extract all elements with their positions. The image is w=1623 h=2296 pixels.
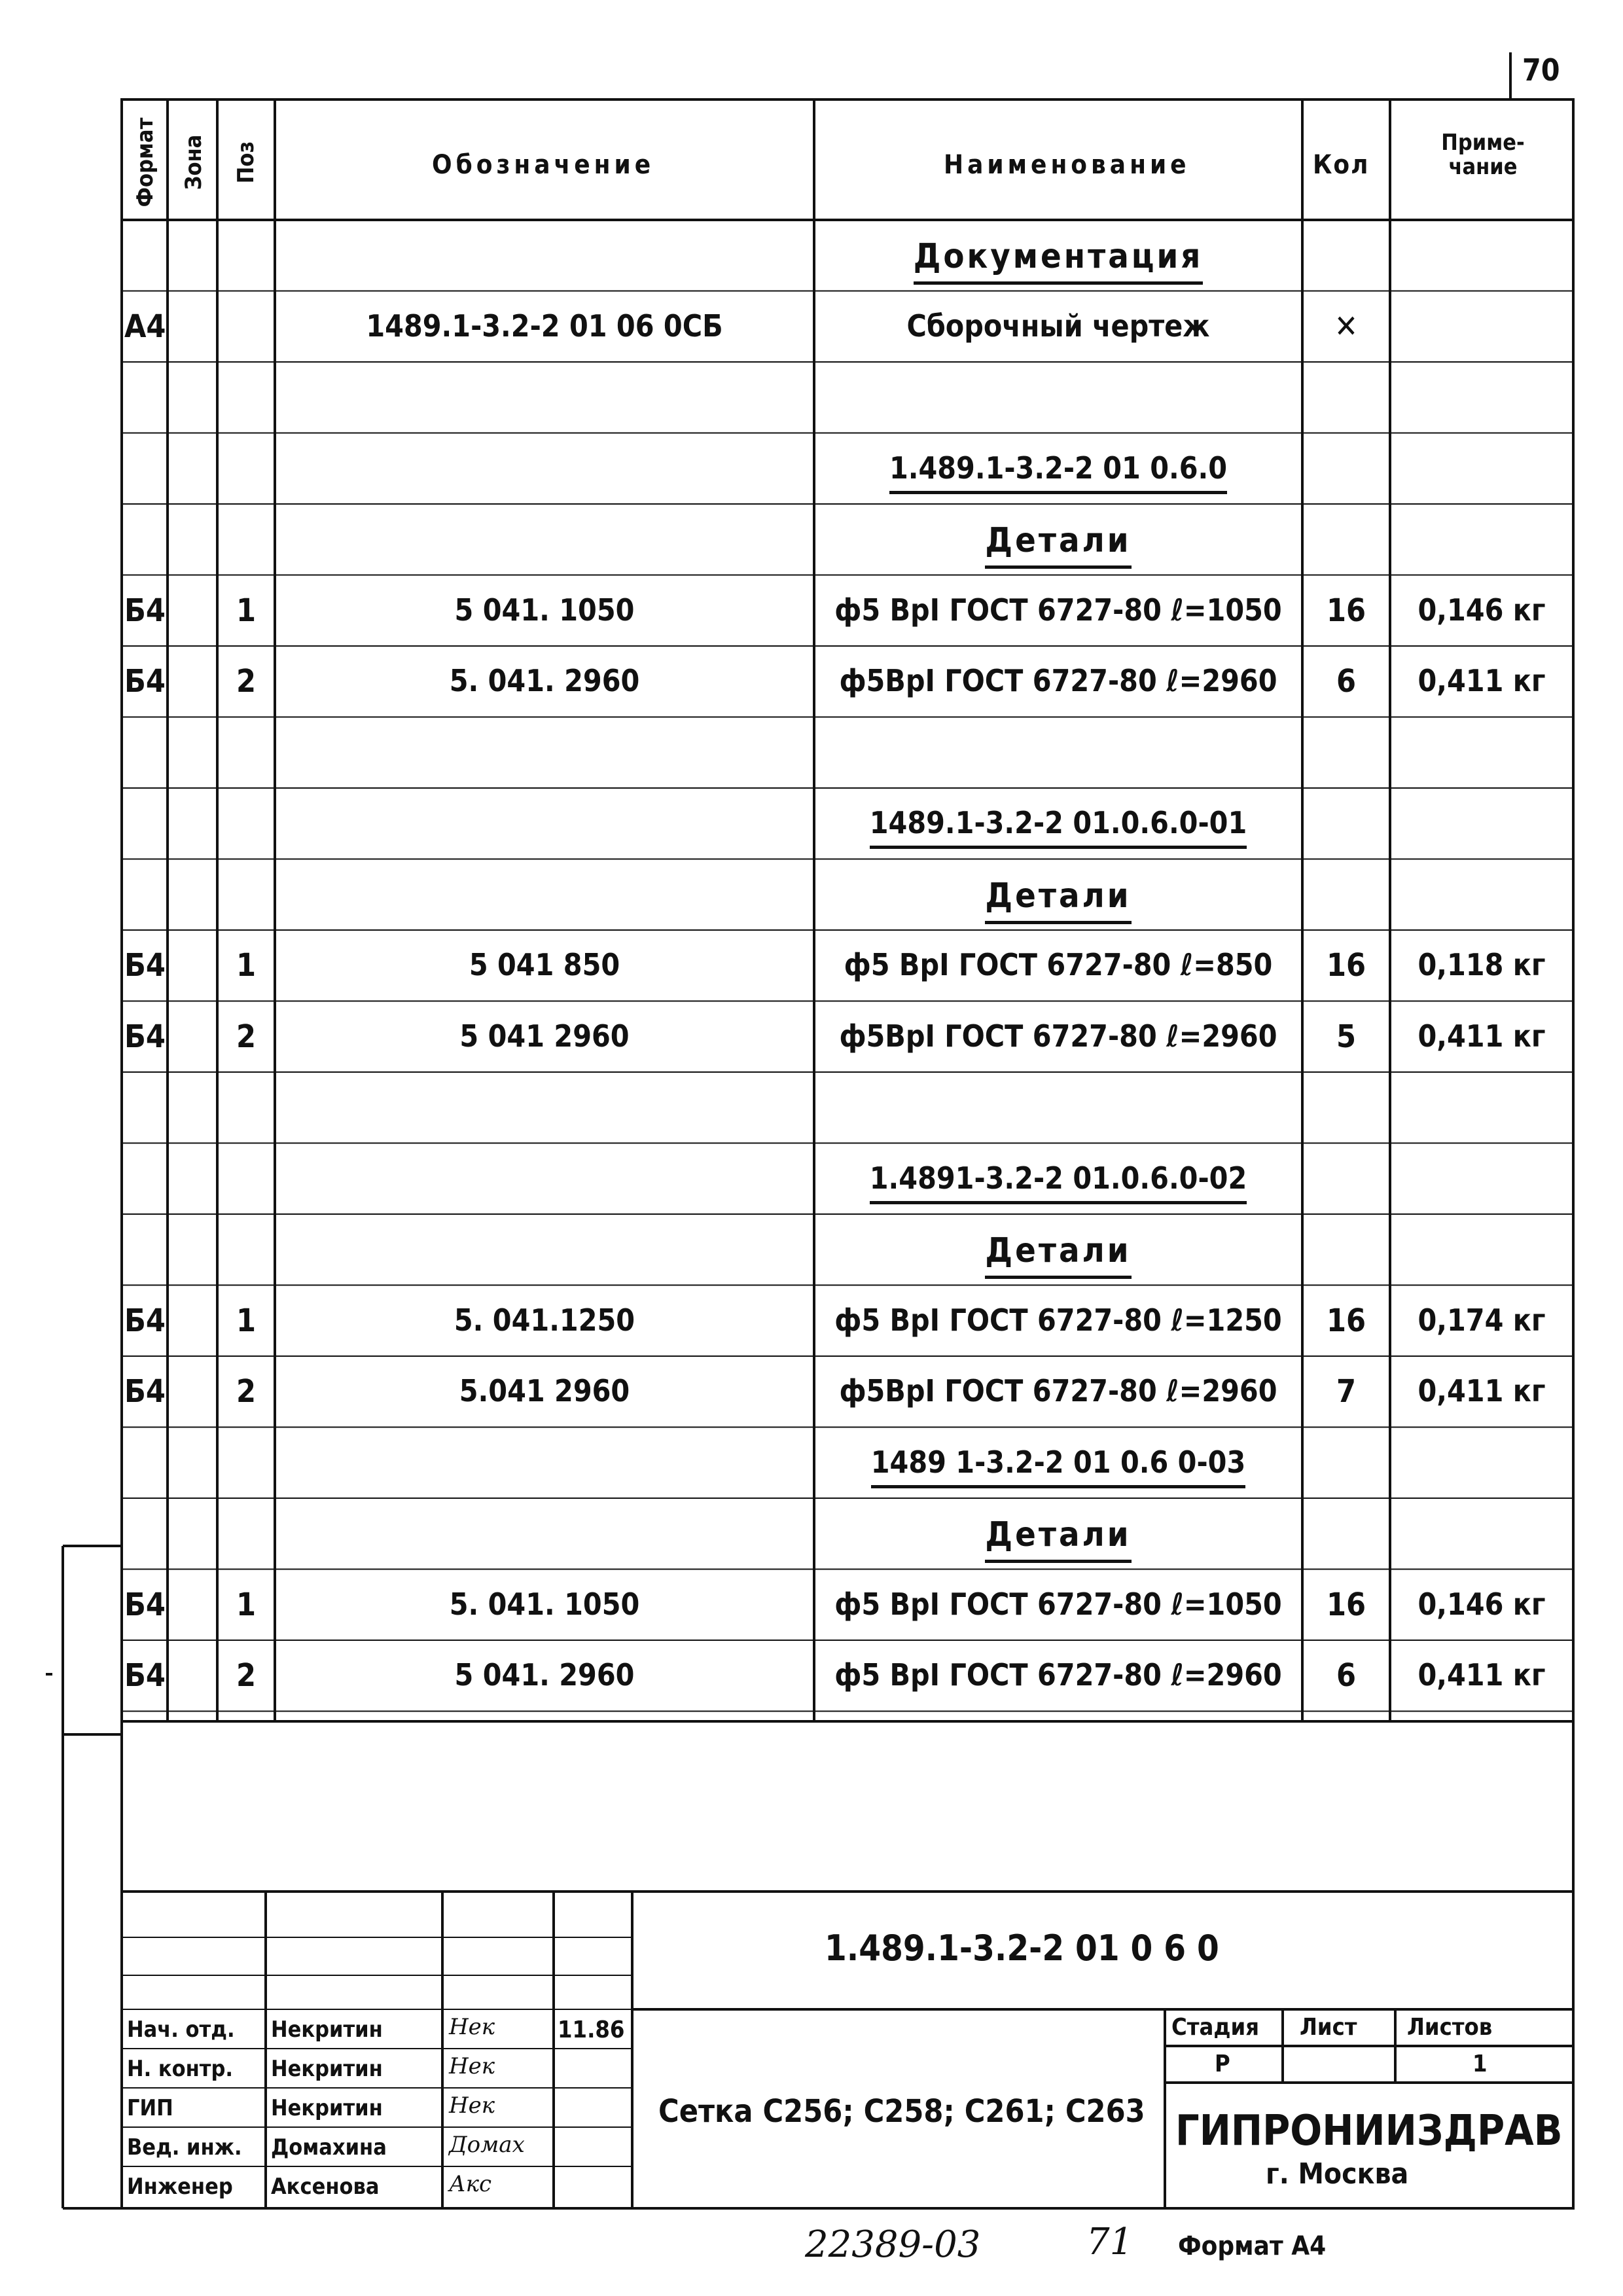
row-format: Б4	[124, 1302, 166, 1339]
col-header-format: Формат	[132, 117, 158, 207]
footer-format: Формат А4	[1178, 2231, 1327, 2261]
row-designation: 5 041 2960	[459, 1018, 630, 1054]
row-name	[814, 1515, 1302, 1554]
row-note: 0,411 кг	[1418, 1373, 1546, 1408]
row-qty: 5	[1336, 1018, 1357, 1055]
row-name: ф5ВрI ГОСТ 6727-80 ℓ=2960	[839, 663, 1277, 698]
row-format: Б4	[124, 1373, 166, 1410]
row-format: Б4	[124, 947, 166, 984]
staff-name: Домахина	[271, 2134, 387, 2161]
row-qty: 16	[1326, 1586, 1366, 1623]
row-pos: 2	[236, 1657, 257, 1694]
row-name: ф5 ВрI ГОСТ 6727-80 ℓ=850	[844, 947, 1273, 982]
stage-value: Р	[1215, 2051, 1230, 2077]
section-heading: Детали	[985, 521, 1131, 569]
section-heading: Детали	[985, 876, 1131, 924]
subsection-code: 1489.1-3.2-2 01.0.6.0-01	[870, 805, 1247, 849]
row-name: ф5 ВрI ГОСТ 6727-80 ℓ=1050	[834, 1586, 1282, 1622]
footer-page: 71	[1086, 2221, 1133, 2263]
row-name	[814, 1444, 1302, 1480]
row-qty: 16	[1326, 1302, 1366, 1339]
row-name	[814, 876, 1302, 916]
stage-label: Стадия	[1171, 2014, 1260, 2041]
staff-signature: Домах	[449, 2132, 525, 2158]
approval-date: 11.86	[558, 2017, 625, 2043]
staff-role: Вед. инж.	[127, 2134, 242, 2161]
doc-code: 1.489.1-3.2-2 01 0 6 0	[825, 1928, 1219, 1969]
row-name: ф5 ВрI ГОСТ 6727-80 ℓ=2960	[834, 1657, 1282, 1693]
col-header-note: Приме- чание	[1441, 130, 1525, 181]
row-note: 0,174 кг	[1418, 1302, 1546, 1338]
staff-signature: Нек	[449, 2092, 495, 2119]
row-name	[814, 1231, 1302, 1270]
row-designation: 5 041. 1050	[454, 592, 635, 628]
sheets-label: Листов	[1407, 2014, 1493, 2041]
row-name	[814, 450, 1302, 486]
row-designation: 5. 041.1250	[454, 1302, 635, 1338]
page-number: 70	[1522, 52, 1560, 88]
row-designation: 1489.1-3.2-2 01 06 0СБ	[366, 308, 723, 344]
col-header-pos: Поз	[233, 141, 259, 184]
row-qty: ✕	[1334, 308, 1359, 345]
row-name	[814, 805, 1302, 840]
row-designation: 5. 041. 2960	[449, 663, 640, 698]
row-qty: 6	[1336, 663, 1357, 700]
row-name: ф5ВрI ГОСТ 6727-80 ℓ=2960	[839, 1018, 1277, 1054]
row-note: 0,146 кг	[1418, 592, 1546, 628]
row-designation: 5 041 850	[469, 947, 620, 982]
row-designation: 5 041. 2960	[454, 1657, 635, 1693]
staff-signature: Акс	[449, 2171, 492, 2197]
row-name	[814, 237, 1302, 276]
row-pos: 1	[236, 592, 257, 629]
row-note: 0,411 кг	[1418, 1657, 1546, 1693]
row-pos: 2	[236, 1373, 257, 1410]
staff-name: Некритин	[271, 2056, 383, 2082]
row-pos: 1	[236, 947, 257, 984]
col-header-zone: Зона	[181, 134, 207, 190]
staff-name: Некритин	[271, 2095, 383, 2121]
staff-signature: Нек	[449, 2014, 495, 2040]
row-format: Б4	[124, 592, 166, 629]
row-pos: 2	[236, 663, 257, 700]
row-format: Б4	[124, 1657, 166, 1694]
row-qty: 16	[1326, 947, 1366, 984]
row-pos: 1	[236, 1586, 257, 1623]
col-header-qty: Кол	[1313, 150, 1370, 180]
row-note: 0,411 кг	[1418, 663, 1546, 698]
subsection-code: 1489 1-3.2-2 01 0.6 0-03	[871, 1444, 1246, 1488]
footer-number: 22389-03	[805, 2223, 981, 2266]
row-name: ф5 ВрI ГОСТ 6727-80 ℓ=1050	[834, 592, 1282, 628]
city: г. Москва	[1266, 2157, 1409, 2191]
section-heading: Детали	[985, 1231, 1131, 1279]
staff-role: Инженер	[127, 2174, 233, 2200]
row-designation: 5. 041. 1050	[449, 1586, 640, 1622]
row-format: Б4	[124, 1018, 166, 1055]
section-heading: Детали	[985, 1515, 1131, 1563]
staff-signature: Нек	[449, 2053, 495, 2079]
row-format: А4	[124, 308, 166, 345]
staff-role: Нач. отд.	[127, 2017, 235, 2043]
subsection-code: 1.4891-3.2-2 01.0.6.0-02	[870, 1160, 1247, 1204]
row-name	[814, 1160, 1302, 1196]
row-qty: 7	[1336, 1373, 1357, 1410]
staff-name: Некритин	[271, 2017, 383, 2043]
subsection-code: 1.489.1-3.2-2 01 0.6.0	[889, 450, 1227, 494]
doc-title: Сетка С256; С258; С261; С263	[658, 2093, 1145, 2130]
row-name: Сборочный чертеж	[906, 308, 1210, 344]
col-header-name: Наименование	[944, 150, 1190, 180]
staff-name: Аксенова	[271, 2174, 380, 2200]
sheet-label: Лист	[1300, 2014, 1357, 2041]
organization: ГИПРОНИИЗДРАВ	[1175, 2107, 1563, 2155]
row-format: Б4	[124, 1586, 166, 1623]
row-name	[814, 521, 1302, 560]
col-header-designation: Обозначение	[432, 150, 655, 180]
row-name: ф5 ВрI ГОСТ 6727-80 ℓ=1250	[834, 1302, 1282, 1338]
row-note: 0,118 кг	[1418, 947, 1546, 982]
row-pos: 2	[236, 1018, 257, 1055]
sheets-value: 1	[1472, 2051, 1488, 2077]
staff-role: ГИП	[127, 2095, 173, 2121]
row-note: 0,411 кг	[1418, 1018, 1546, 1054]
row-designation: 5.041 2960	[459, 1373, 630, 1408]
row-pos: 1	[236, 1302, 257, 1339]
row-name: ф5ВрI ГОСТ 6727-80 ℓ=2960	[839, 1373, 1277, 1408]
row-qty: 16	[1326, 592, 1366, 629]
section-heading: Документация	[914, 237, 1204, 285]
row-format: Б4	[124, 663, 166, 700]
row-note: 0,146 кг	[1418, 1586, 1546, 1622]
staff-role: Н. контр.	[127, 2056, 234, 2082]
row-qty: 6	[1336, 1657, 1357, 1694]
